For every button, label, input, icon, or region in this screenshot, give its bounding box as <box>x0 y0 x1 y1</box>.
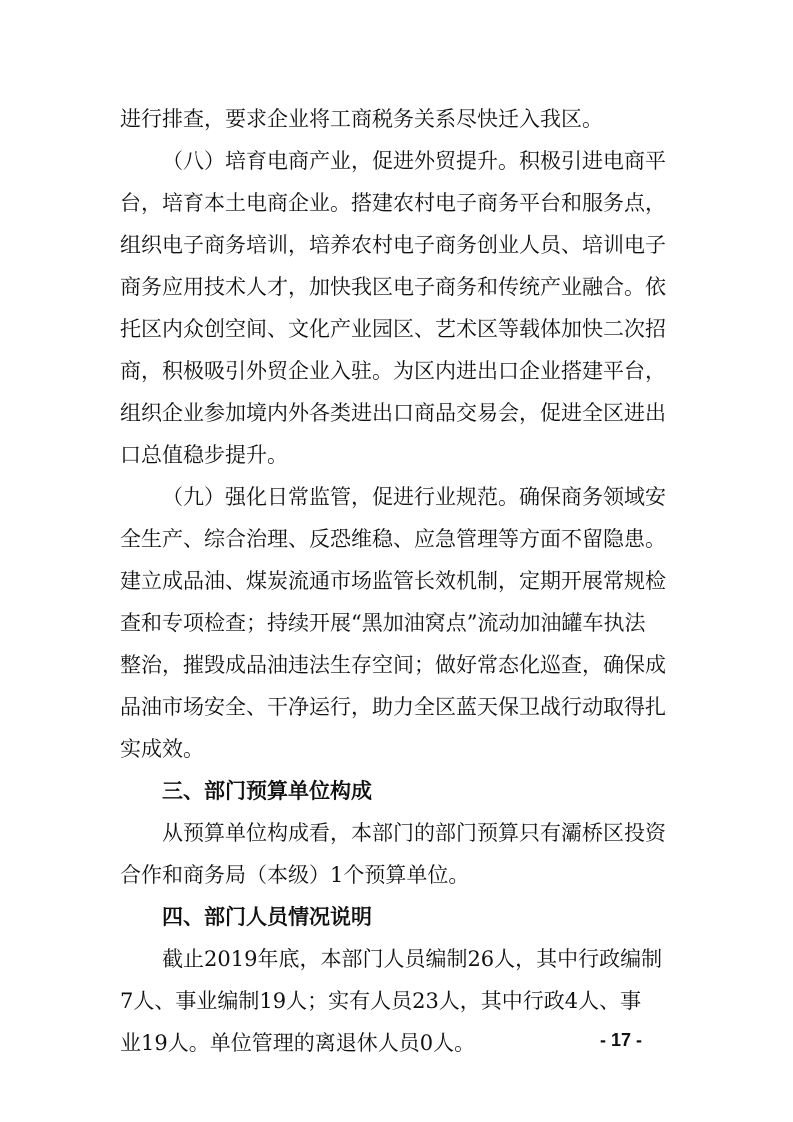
text-line: 全生产、综合治理、反恐维稳、应急管理等方面不留隐患。 <box>120 527 666 551</box>
page-number: - 17 - <box>600 1030 643 1050</box>
text-line: 托区内众创空间、文化产业园区、艺术区等载体加快二次招 <box>120 317 666 341</box>
text-line: 7人、事业编制19人；实有人员23人，其中行政4人、事 <box>120 989 642 1013</box>
section-heading: 四、部门人员情况说明 <box>162 905 372 929</box>
text-line: 商，积极吸引外贸企业入驻。为区内进出口企业搭建平台， <box>120 359 666 383</box>
paragraph-first-line: 从预算单位构成看，本部门的部门预算只有灞桥区投资 <box>162 821 666 845</box>
text-line: 查和专项检查；持续开展“黑加油窝点”流动加油罐车执法 <box>120 611 646 635</box>
paragraph-first-line: 截止2019年底，本部门人员编制26人，其中行政编制 <box>162 947 663 971</box>
paragraph-first-line: （八）培育电商产业，促进外贸提升。积极引进电商平 <box>162 149 666 173</box>
text-line: 组织企业参加境内外各类进出口商品交易会，促进全区进出 <box>120 401 666 425</box>
text-line: 业19人。单位管理的离退休人员0人。 <box>120 1031 476 1055</box>
text-line: 实成效。 <box>120 737 204 761</box>
text-line: 品油市场安全、干净运行，助力全区蓝天保卫战行动取得扎 <box>120 695 666 719</box>
text-line: 组织电子商务培训，培养农村电子商务创业人员、培训电子 <box>120 233 666 257</box>
text-line: 商务应用技术人才，加快我区电子商务和传统产业融合。依 <box>120 275 666 299</box>
text-line: 台，培育本土电商企业。搭建农村电子商务平台和服务点， <box>120 191 666 215</box>
paragraph-first-line: （九）强化日常监管，促进行业规范。确保商务领域安 <box>162 485 666 509</box>
text-line: 整治，摧毁成品油违法生存空间；做好常态化巡查，确保成 <box>120 653 666 677</box>
text-line: 建立成品油、煤炭流通市场监管长效机制，定期开展常规检 <box>120 569 666 593</box>
text-line: 合作和商务局（本级）1个预算单位。 <box>120 863 470 887</box>
text-line: 口总值稳步提升。 <box>120 443 288 467</box>
section-heading: 三、部门预算单位构成 <box>162 779 372 803</box>
text-line: 进行排查，要求企业将工商税务关系尽快迁入我区。 <box>120 107 603 131</box>
